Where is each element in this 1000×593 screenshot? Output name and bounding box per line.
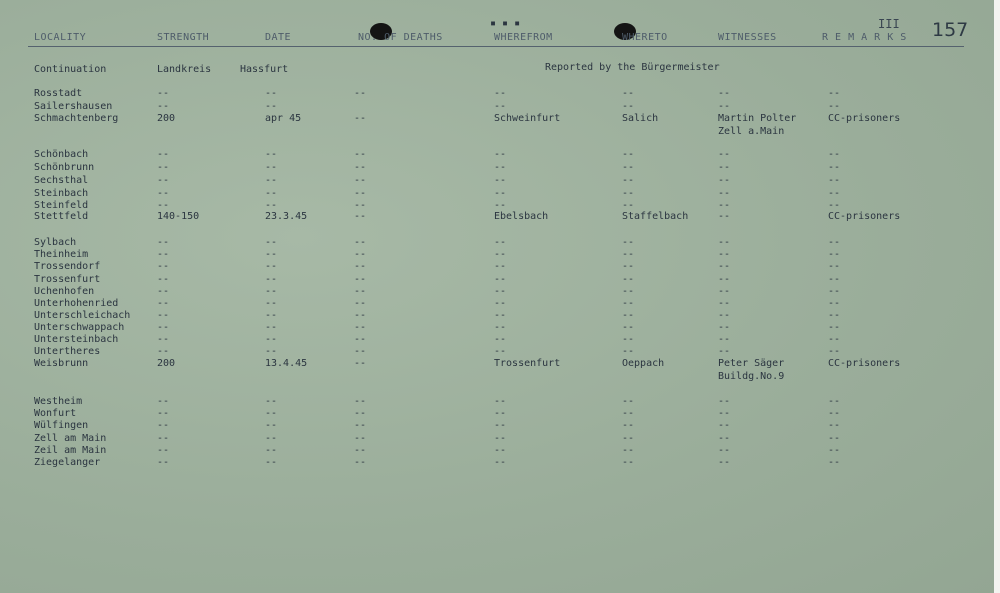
cell-whereto: -- [622,101,635,112]
cell-wherefrom: -- [494,101,507,112]
cell-locality: Weisbrunn [34,358,89,369]
cell-witnesses: -- [718,396,731,407]
cell-remarks: -- [828,457,841,468]
header-date: DATE [265,32,292,43]
cell-remarks: -- [828,322,841,333]
cell-remarks: -- [828,88,841,99]
cell-witnesses: Peter Säger [718,358,785,369]
cell-whereto: -- [622,445,635,456]
cell-strength: 200 [157,358,176,369]
cell-whereto: -- [622,457,635,468]
cell-wherefrom: -- [494,88,507,99]
cell-witnesses: -- [718,433,731,444]
cell-locality: Unterschleichach [34,310,131,321]
cell-date: -- [265,249,278,260]
cell-locality: Sechsthal [34,175,89,186]
cell-witnesses: -- [718,457,731,468]
cell-date: -- [265,298,278,309]
cell-remarks: -- [828,249,841,260]
header-rule [28,46,964,47]
cell-strength: -- [157,420,170,431]
cell-wherefrom: -- [494,149,507,160]
cell-remarks: -- [828,261,841,272]
cell-locality: Schönbrunn [34,162,95,173]
cell-whereto: -- [622,396,635,407]
header-witnesses: WITNESSES [718,32,777,43]
cell-remarks: -- [828,396,841,407]
header-deaths: NO. OF DEATHS [358,32,443,43]
cell-deaths: -- [354,149,367,160]
cell-witnesses: -- [718,175,731,186]
cell-wherefrom: -- [494,162,507,173]
cell-witnesses: -- [718,200,731,211]
cell-witnesses: -- [718,162,731,173]
cell-witnesses: -- [718,298,731,309]
cell-locality: Westheim [34,396,83,407]
header-remarks: R E M A R K S [822,32,907,43]
cell-date: -- [265,408,278,419]
cell-deaths: -- [354,162,367,173]
reported-by: Reported by the Bürgermeister [545,62,720,73]
cell-date: -- [265,334,278,345]
cell-strength: -- [157,445,170,456]
cell-wherefrom: Schweinfurt [494,113,561,124]
cell-witnesses: -- [718,286,731,297]
cell-witnesses: -- [718,445,731,456]
cell-deaths: -- [354,237,367,248]
cell-witnesses: -- [718,249,731,260]
ink-marks: ▪ ▪ ▪ [490,18,521,29]
cell-date: -- [265,149,278,160]
cell-witnesses-address: Zell a.Main [718,126,785,137]
cell-date: -- [265,310,278,321]
cell-wherefrom: -- [494,346,507,357]
cell-witnesses: -- [718,310,731,321]
cell-whereto: Oeppach [622,358,665,369]
cell-strength: -- [157,149,170,160]
cell-remarks: -- [828,408,841,419]
cell-locality: Theinheim [34,249,89,260]
cell-date: -- [265,200,278,211]
cell-date: apr 45 [265,113,302,124]
cell-whereto: -- [622,200,635,211]
cell-locality: Zeil am Main [34,445,107,456]
cell-deaths: -- [354,445,367,456]
cell-date: -- [265,445,278,456]
cell-witnesses: -- [718,88,731,99]
cell-date: -- [265,162,278,173]
cell-strength: -- [157,346,170,357]
cell-deaths: -- [354,457,367,468]
cell-remarks: -- [828,346,841,357]
cell-strength: -- [157,188,170,199]
cell-wherefrom: -- [494,249,507,260]
cell-date: -- [265,261,278,272]
cell-deaths: -- [354,433,367,444]
cell-deaths: -- [354,408,367,419]
cell-whereto: -- [622,188,635,199]
district-name: Hassfurt [240,64,289,75]
cell-whereto: -- [622,334,635,345]
cell-locality: Uchenhofen [34,286,95,297]
cell-wherefrom: -- [494,175,507,186]
cell-strength: -- [157,457,170,468]
cell-witnesses: -- [718,334,731,345]
cell-wherefrom: Ebelsbach [494,211,549,222]
cell-whereto: -- [622,249,635,260]
cell-locality: Ziegelanger [34,457,101,468]
cell-whereto: -- [622,274,635,285]
cell-locality: Stettfeld [34,211,89,222]
cell-locality: Zell am Main [34,433,107,444]
cell-witnesses: -- [718,149,731,160]
cell-locality: Sylbach [34,237,77,248]
cell-whereto: -- [622,322,635,333]
cell-locality: Steinfeld [34,200,89,211]
cell-whereto: -- [622,298,635,309]
cell-witnesses: -- [718,408,731,419]
cell-whereto: Staffelbach [622,211,689,222]
cell-deaths: -- [354,334,367,345]
cell-locality: Sailershausen [34,101,113,112]
cell-remarks: -- [828,200,841,211]
cell-deaths: -- [354,420,367,431]
cell-wherefrom: -- [494,274,507,285]
cell-wherefrom: -- [494,457,507,468]
cell-deaths: -- [354,396,367,407]
cell-remarks: -- [828,149,841,160]
cell-locality: Trossendorf [34,261,101,272]
cell-deaths: -- [354,346,367,357]
cell-date: -- [265,175,278,186]
cell-strength: -- [157,200,170,211]
cell-witnesses: -- [718,420,731,431]
cell-remarks: -- [828,274,841,285]
cell-strength: -- [157,310,170,321]
cell-strength: -- [157,334,170,345]
cell-locality: Schönbach [34,149,89,160]
cell-deaths: -- [354,249,367,260]
cell-wherefrom: -- [494,261,507,272]
header-strength: STRENGTH [157,32,210,43]
page-number: 157 [932,19,969,41]
cell-wherefrom: -- [494,298,507,309]
cell-witnesses: -- [718,237,731,248]
cell-wherefrom: -- [494,322,507,333]
cell-whereto: -- [622,346,635,357]
cell-locality: Untertheres [34,346,101,357]
cell-remarks: -- [828,334,841,345]
cell-remarks: CC-prisoners [828,211,901,222]
cell-whereto: -- [622,420,635,431]
cell-deaths: -- [354,175,367,186]
cell-remarks: CC-prisoners [828,113,901,124]
cell-whereto: -- [622,310,635,321]
cell-deaths: -- [354,200,367,211]
cell-locality: Unterhohenried [34,298,119,309]
cell-deaths: -- [354,298,367,309]
cell-strength: -- [157,175,170,186]
cell-strength: -- [157,101,170,112]
cell-remarks: -- [828,237,841,248]
cell-strength: -- [157,162,170,173]
cell-strength: -- [157,396,170,407]
cell-locality: Steinbach [34,188,89,199]
landkreis-label: Landkreis [157,64,212,75]
cell-strength: -- [157,88,170,99]
cell-whereto: -- [622,162,635,173]
cell-strength: -- [157,261,170,272]
cell-remarks: -- [828,188,841,199]
cell-whereto: -- [622,261,635,272]
cell-remarks: -- [828,175,841,186]
cell-remarks: -- [828,420,841,431]
header-wherefrom: WHEREFROM [494,32,553,43]
cell-remarks: -- [828,286,841,297]
cell-whereto: -- [622,175,635,186]
cell-strength: -- [157,322,170,333]
cell-deaths: -- [354,310,367,321]
continuation-label: Continuation [34,64,107,75]
cell-wherefrom: -- [494,420,507,431]
cell-date: -- [265,433,278,444]
cell-strength: -- [157,408,170,419]
cell-witnesses-address: Buildg.No.9 [718,371,785,382]
cell-wherefrom: -- [494,433,507,444]
cell-witnesses: Martin Polter [718,113,797,124]
cell-strength: -- [157,237,170,248]
cell-remarks: -- [828,101,841,112]
header-locality: LOCALITY [34,32,87,43]
cell-date: -- [265,101,278,112]
cell-witnesses: -- [718,346,731,357]
cell-locality: Unterschwappach [34,322,125,333]
cell-deaths: -- [354,188,367,199]
cell-date: -- [265,286,278,297]
cell-whereto: -- [622,408,635,419]
cell-witnesses: -- [718,274,731,285]
cell-wherefrom: -- [494,286,507,297]
cell-wherefrom: -- [494,445,507,456]
cell-deaths: -- [354,274,367,285]
cell-remarks: -- [828,433,841,444]
cell-deaths: -- [354,88,367,99]
cell-wherefrom: -- [494,310,507,321]
cell-strength: 200 [157,113,176,124]
cell-date: -- [265,237,278,248]
cell-date: -- [265,188,278,199]
handwritten-mark: III [878,17,900,31]
cell-deaths: -- [354,113,367,124]
cell-whereto: -- [622,237,635,248]
cell-wherefrom: -- [494,408,507,419]
cell-whereto: -- [622,149,635,160]
cell-deaths: -- [354,211,367,222]
cell-wherefrom: Trossenfurt [494,358,561,369]
cell-date: -- [265,88,278,99]
cell-whereto: -- [622,433,635,444]
cell-wherefrom: -- [494,200,507,211]
cell-strength: -- [157,274,170,285]
cell-locality: Trossenfurt [34,274,101,285]
cell-witnesses: -- [718,322,731,333]
cell-date: 23.3.45 [265,211,308,222]
cell-witnesses: -- [718,211,731,222]
cell-deaths: -- [354,322,367,333]
cell-remarks: -- [828,445,841,456]
cell-date: -- [265,274,278,285]
cell-wherefrom: -- [494,188,507,199]
cell-date: -- [265,322,278,333]
cell-locality: Wonfurt [34,408,77,419]
cell-deaths: -- [354,358,367,369]
cell-remarks: -- [828,162,841,173]
page-edge [994,0,1000,593]
cell-witnesses: -- [718,261,731,272]
cell-whereto: -- [622,286,635,297]
cell-strength: 140-150 [157,211,200,222]
cell-whereto: Salich [622,113,659,124]
cell-strength: -- [157,433,170,444]
cell-date: -- [265,457,278,468]
cell-wherefrom: -- [494,334,507,345]
cell-wherefrom: -- [494,237,507,248]
cell-witnesses: -- [718,188,731,199]
cell-remarks: -- [828,298,841,309]
cell-date: -- [265,420,278,431]
cell-witnesses: -- [718,101,731,112]
cell-date: -- [265,346,278,357]
cell-date: -- [265,396,278,407]
cell-deaths: -- [354,261,367,272]
cell-remarks: -- [828,310,841,321]
cell-locality: Untersteinbach [34,334,119,345]
cell-locality: Wülfingen [34,420,89,431]
cell-date: 13.4.45 [265,358,308,369]
header-whereto: WHERETO [622,32,668,43]
cell-wherefrom: -- [494,396,507,407]
cell-strength: -- [157,249,170,260]
cell-remarks: CC-prisoners [828,358,901,369]
cell-locality: Rosstadt [34,88,83,99]
cell-strength: -- [157,286,170,297]
cell-locality: Schmachtenberg [34,113,119,124]
cell-whereto: -- [622,88,635,99]
cell-deaths: -- [354,286,367,297]
cell-strength: -- [157,298,170,309]
